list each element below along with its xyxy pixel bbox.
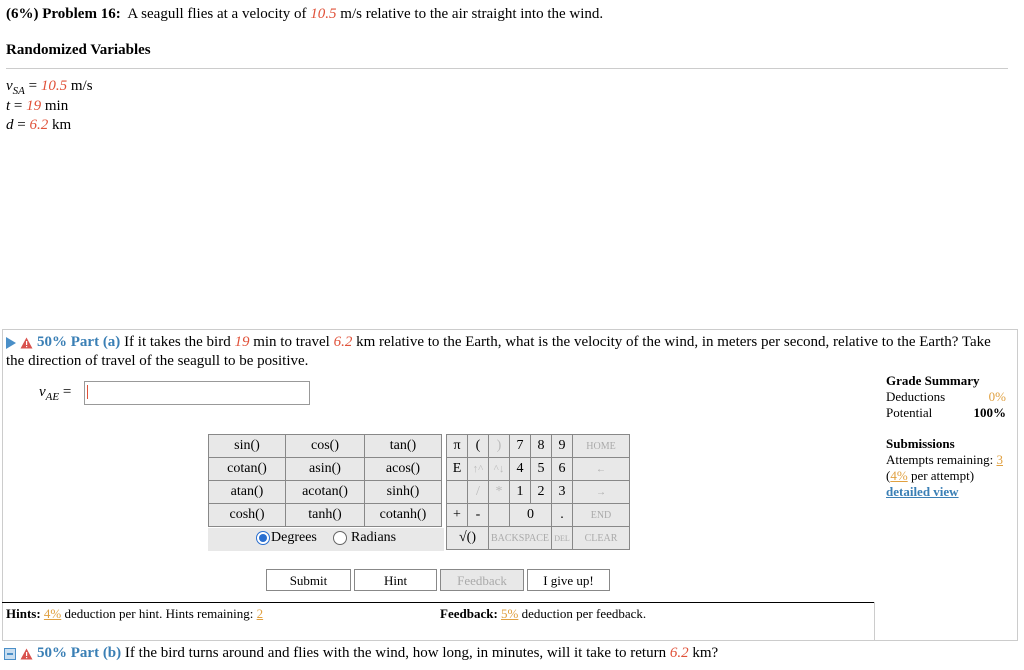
randomized-variables-title: Randomized Variables: [6, 42, 151, 58]
key-backspace[interactable]: BACKSPACE: [489, 527, 552, 550]
part-a-label: 50% Part (a): [37, 334, 121, 350]
angle-mode-row: [208, 528, 444, 551]
side-divider: [874, 602, 875, 640]
part-a-question: 50% Part (a) If it takes the bird 19 min to travel 6.2 km relative to the Earth, what is the velocity of the wind, in meters per second, relative to the Earth? Take the direction of travel of the seagull to be positive.: [6, 334, 991, 369]
key-home[interactable]: HOME: [573, 435, 630, 458]
warning-icon: [20, 648, 33, 660]
hints-remaining: 2: [256, 606, 264, 621]
key-close-paren[interactable]: ): [489, 435, 510, 458]
key-2[interactable]: 2: [531, 481, 552, 504]
key-minus[interactable]: -: [468, 504, 489, 527]
key-asin[interactable]: asin(): [286, 458, 365, 481]
key-divide[interactable]: /: [468, 481, 489, 504]
submissions-panel: Submissions Attempts remaining: 3 (4% per attempt) detailed view: [886, 436, 1012, 500]
key-7[interactable]: 7: [510, 435, 531, 458]
key-4[interactable]: 4: [510, 458, 531, 481]
attempts-remaining: 3: [996, 452, 1003, 467]
part-b-label[interactable]: 50% Part (b): [37, 645, 122, 661]
key-sinh[interactable]: sinh(): [365, 481, 442, 504]
degrees-label: Degrees: [271, 530, 317, 545]
hints-divider: [2, 602, 874, 603]
key-cosh[interactable]: cosh(): [209, 504, 286, 527]
divider: [6, 68, 1008, 69]
radians-label: Radians: [351, 530, 397, 545]
text-caret: [87, 385, 88, 399]
numeric-keypad: [446, 434, 630, 550]
submit-button[interactable]: Submit: [266, 569, 351, 591]
key-atan[interactable]: atan(): [209, 481, 286, 504]
potential-value: 100%: [973, 405, 1006, 420]
problem-velocity: 10.5: [310, 6, 337, 22]
hint-button[interactable]: Hint: [354, 569, 437, 591]
key-sqrt[interactable]: √(): [447, 527, 489, 550]
expand-arrow-icon[interactable]: [6, 337, 16, 349]
key-clear[interactable]: CLEAR: [573, 527, 630, 550]
grade-summary-title: Grade Summary: [886, 373, 980, 388]
key-e[interactable]: E: [447, 458, 468, 481]
key-cos[interactable]: cos(): [286, 435, 365, 458]
radians-radio[interactable]: [333, 531, 347, 545]
key-del[interactable]: DEL: [552, 527, 573, 550]
degrees-radio[interactable]: [256, 531, 270, 545]
key-multiply[interactable]: *: [489, 481, 510, 504]
give-up-button[interactable]: I give up!: [527, 569, 610, 591]
part-b-question: 50% Part (b) If the bird turns around and flies with the wind, how long, in minutes, will it take to return 6.2 km?: [4, 645, 718, 662]
key-6[interactable]: 6: [552, 458, 573, 481]
key-left-arrow[interactable]: ←: [573, 458, 630, 481]
problem-header: [6, 6, 603, 23]
function-keypad: [208, 434, 442, 527]
variable-t: t = 19 min: [6, 98, 69, 114]
key-tan[interactable]: tan(): [365, 435, 442, 458]
key-right-arrow[interactable]: →: [573, 481, 630, 504]
key-5[interactable]: 5: [531, 458, 552, 481]
key-9[interactable]: 9: [552, 435, 573, 458]
key-end[interactable]: END: [573, 504, 630, 527]
grade-summary: Grade Summary Deductions 0% Potential 100%: [886, 373, 1006, 420]
feedback-button[interactable]: Feedback: [440, 569, 524, 591]
key-tanh[interactable]: tanh(): [286, 504, 365, 527]
answer-input[interactable]: [84, 381, 310, 405]
key-3[interactable]: 3: [552, 481, 573, 504]
key-exponent-up[interactable]: ↑^: [468, 458, 489, 481]
answer-label: $v_{AE}$ =: [39, 384, 72, 403]
key-cotanh[interactable]: cotanh(): [365, 504, 442, 527]
key-1[interactable]: 1: [510, 481, 531, 504]
problem-weight: (6%): [6, 6, 39, 22]
key-pi[interactable]: π: [447, 435, 468, 458]
deductions-value: 0%: [988, 389, 1006, 404]
problem-text-1: A seagull flies at a velocity of: [127, 6, 311, 22]
key-exponent-down[interactable]: ^↓: [489, 458, 510, 481]
key-acotan[interactable]: acotan(): [286, 481, 365, 504]
key-blank-2[interactable]: [489, 504, 510, 527]
key-open-paren[interactable]: (: [468, 435, 489, 458]
key-decimal[interactable]: .: [552, 504, 573, 527]
key-8[interactable]: 8: [531, 435, 552, 458]
key-blank[interactable]: [447, 481, 468, 504]
key-plus[interactable]: +: [447, 504, 468, 527]
warning-icon: [20, 337, 33, 349]
hints-info: Hints: 4% deduction per hint. Hints remaining: 2: [6, 606, 264, 621]
key-0[interactable]: 0: [510, 504, 552, 527]
detailed-view-link[interactable]: detailed view: [886, 484, 959, 499]
variable-vsa: $v_{SA} = 10.5$ m/s: [6, 78, 93, 97]
feedback-info: Feedback: 5% deduction per feedback.: [440, 606, 647, 621]
problem-text-2: m/s relative to the air straight into the wind.: [336, 6, 604, 22]
key-cotan[interactable]: cotan(): [209, 458, 286, 481]
key-sin[interactable]: sin(): [209, 435, 286, 458]
variable-d: d = 6.2 km: [6, 117, 72, 133]
key-acos[interactable]: acos(): [365, 458, 442, 481]
problem-number: Problem 16:: [42, 6, 121, 22]
collapse-icon[interactable]: [4, 648, 16, 660]
